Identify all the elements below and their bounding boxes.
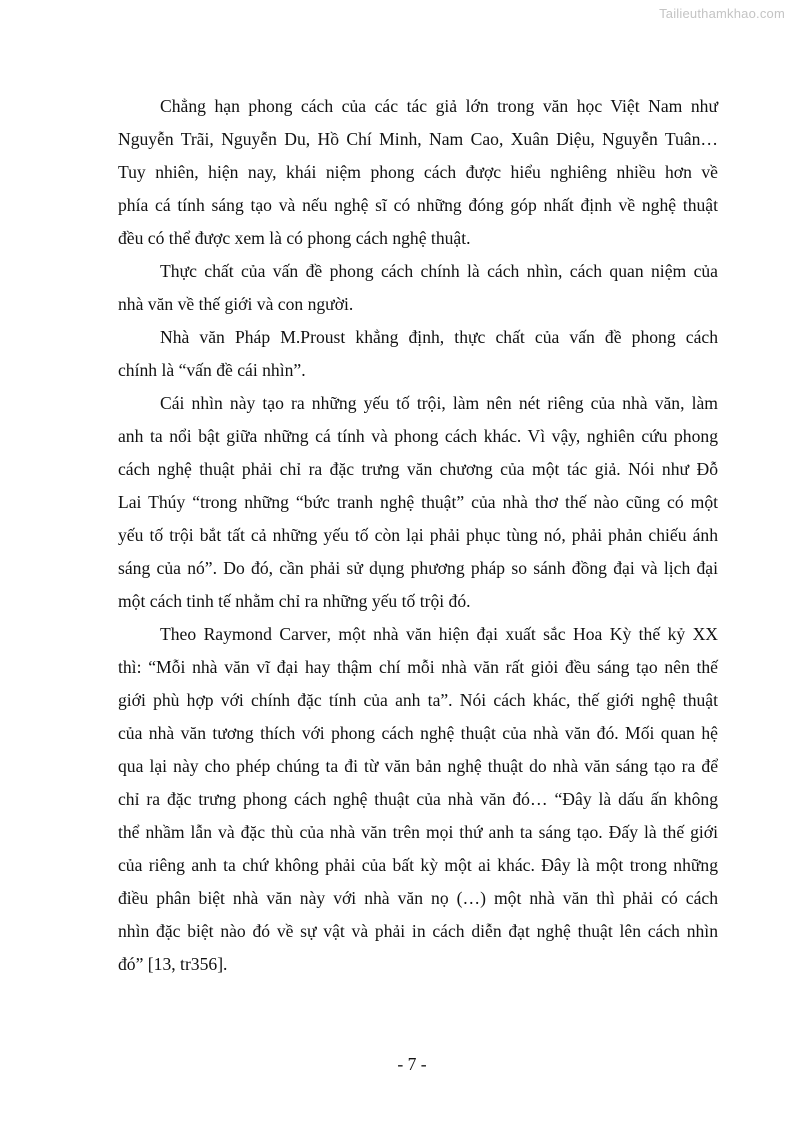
text-line: một cách tinh tế nhằm chỉ ra những yếu tố trội đó.: [118, 591, 471, 611]
text-line: Lai Thúy “trong những “bức tranh nghệ thuật” của nhà thơ thế nào cũng có một: [118, 492, 718, 512]
paragraph: [118, 618, 718, 981]
text-line: thể nhầm lẫn và đặc thù của nhà văn trên mọi thứ anh ta sáng tạo. Đấy là thế giới: [118, 822, 718, 842]
document-body: [118, 90, 718, 981]
text-line: giới phù hợp với chính đặc tính của anh ta”. Nói cách khác, thế giới nghệ thuật: [118, 690, 718, 710]
text-line: phía cá tính sáng tạo và nếu nghệ sĩ có những đóng góp nhất định về nghệ thuật: [118, 195, 718, 215]
text-line: Thực chất của vấn đề phong cách chính là cách nhìn, cách quan niệm của: [160, 261, 718, 281]
text-line: qua lại này cho phép chúng ta đi từ văn bản nghệ thuật do nhà văn sáng tạo ra để: [118, 756, 718, 776]
text-line: cách nghệ thuật phải chỉ ra đặc trưng văn chương của một tác giả. Nói như Đỗ: [118, 459, 718, 479]
text-line: sáng của nó”. Do đó, cần phải sử dụng phương pháp so sánh đồng đại và lịch đại: [118, 558, 718, 578]
text-line: chính là “vấn đề cái nhìn”.: [118, 360, 306, 380]
text-line: đều có thể được xem là có phong cách nghệ thuật.: [118, 228, 471, 248]
page-number: - 7 -: [397, 1054, 427, 1074]
text-line: yếu tố trội bắt tất cả những yếu tố còn lại phải phục tùng nó, phải phản chiếu ánh: [118, 525, 718, 545]
text-line: Nguyễn Trãi, Nguyễn Du, Hồ Chí Minh, Nam Cao, Xuân Diệu, Nguyễn Tuân…: [118, 129, 718, 149]
text-line: điều phân biệt nhà văn này với nhà văn nọ (…) một nhà văn thì phải có cách: [118, 888, 718, 908]
paragraph: [118, 255, 718, 321]
text-line: của riêng anh ta chứ không phải của bất kỳ một ai khác. Đây là một trong những: [118, 855, 718, 875]
text-line: Cái nhìn này tạo ra những yếu tố trội, làm nên nét riêng của nhà văn, làm: [160, 393, 718, 413]
text-line: nhà văn về thế giới và con người.: [118, 294, 354, 314]
text-line: của nhà văn tương thích với phong cách nghệ thuật của nhà văn đó. Mối quan hệ: [118, 723, 718, 743]
text-line: Tuy nhiên, hiện nay, khái niệm phong cách được hiểu nghiêng nhiều hơn về: [118, 162, 718, 182]
text-line: Chẳng hạn phong cách của các tác giả lớn trong văn học Việt Nam như: [160, 96, 718, 116]
watermark: Tailieuthamkhao.com: [659, 6, 785, 21]
text-line: Theo Raymond Carver, một nhà văn hiện đại xuất sắc Hoa Kỳ thế kỷ XX: [160, 624, 718, 644]
paragraph: [118, 90, 718, 255]
text-line: nhìn đặc biệt nào đó về sự vật và phải in cách diễn đạt nghệ thuật lên cách nhìn: [118, 921, 718, 941]
text-line: chỉ ra đặc trưng phong cách nghệ thuật của nhà văn đó… “Đây là dấu ấn không: [118, 789, 718, 809]
text-line: đó” [13, tr356].: [118, 954, 228, 974]
text-line: thì: “Mỗi nhà văn vĩ đại hay thậm chí mỗi nhà văn rất giỏi đều sáng tạo nên thế: [118, 657, 718, 677]
text-line: anh ta nổi bật giữa những cá tính và phong cách khác. Vì vậy, nghiên cứu phong: [118, 426, 718, 446]
paragraph: [118, 387, 718, 618]
text-line: Nhà văn Pháp M.Proust khẳng định, thực chất của vấn đề phong cách: [160, 327, 718, 347]
paragraph: [118, 321, 718, 387]
